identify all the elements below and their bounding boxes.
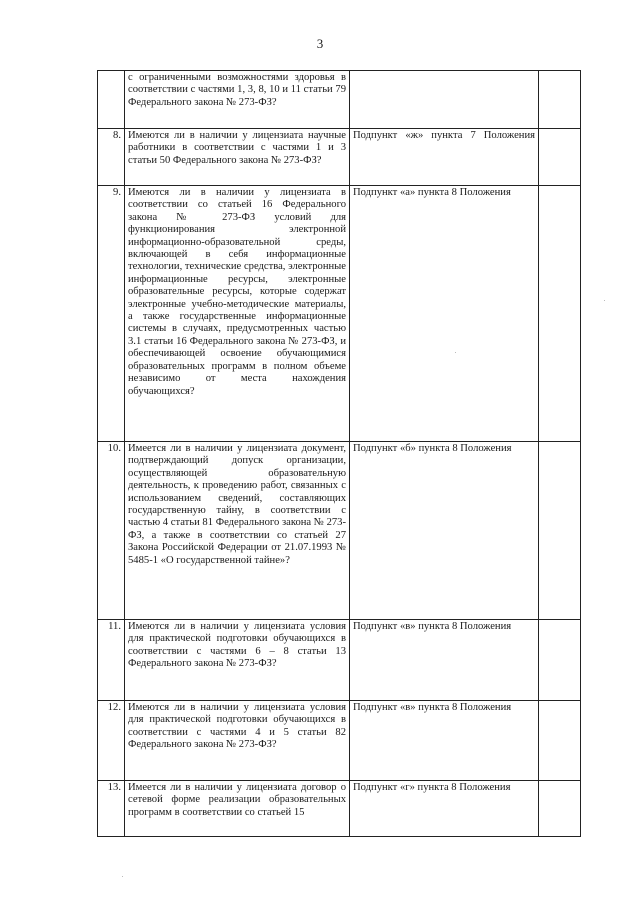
- page-number: 3: [316, 36, 324, 51]
- reference-cell: Подпункт «ж» пункта 7 Положения: [350, 129, 539, 186]
- table-row: [98, 71, 581, 129]
- table-row: [98, 701, 581, 781]
- table-row: [98, 781, 581, 837]
- table-row: [98, 129, 581, 186]
- table-row: [98, 186, 581, 442]
- question-cell: Имеется ли в наличии у лицензиата договор о сетевой форме реализации образовательных программ в соответствии со статьей 15: [125, 781, 350, 837]
- scan-speck: [604, 300, 605, 301]
- reference-cell: Подпункт «б» пункта 8 Положения: [350, 442, 539, 620]
- reference-cell: [350, 71, 539, 129]
- question-cell: Имеются ли в наличии у лицензиата научные работники в соответствии с частями 1 и 3 статьи 50 Федерального закона № 273-ФЗ?: [125, 129, 350, 186]
- answer-cell[interactable]: [539, 186, 581, 442]
- answer-cell[interactable]: [539, 129, 581, 186]
- question-cell: Имеются ли в наличии у лицензиата условия для практической подготовки обучающихся в соответствии с частями 6 – 8 статьи 13 Федерального закона № 273-ФЗ?: [125, 620, 350, 701]
- answer-cell[interactable]: [539, 701, 581, 781]
- scan-speck: [122, 876, 123, 877]
- reference-cell: Подпункт «г» пункта 8 Положения: [350, 781, 539, 837]
- scan-speck: [455, 352, 456, 353]
- row-number: 12.: [98, 701, 125, 781]
- reference-cell: Подпункт «а» пункта 8 Положения: [350, 186, 539, 442]
- answer-cell[interactable]: [539, 442, 581, 620]
- question-cell: Имеется ли в наличии у лицензиата документ, подтверждающий допуск организации, осуществляющей образовательную деятельность, к проведению работ, связанных с использованием сведений, составляющих государственную тайну, в соответствии с частью 4 статьи 81 Федерального закона № 273-ФЗ, а также в соответствии со статьей 27 Закона Российской Федерации от 21.07.1993 № 5485-1 «О государственной тайне»?: [125, 442, 350, 620]
- row-number: 13.: [98, 781, 125, 837]
- reference-cell: Подпункт «в» пункта 8 Положения: [350, 701, 539, 781]
- table-row: [98, 442, 581, 620]
- row-number: 9.: [98, 186, 125, 442]
- row-number: 8.: [98, 129, 125, 186]
- question-cell: Имеются ли в наличии у лицензиата в соответствии со статьей 16 Федерального закона № 273-ФЗ условий для функционирования электронной информационно-образовательной среды, включающей в себя информационные технологии, технические средства, электронные информационные ресурсы, электронные образовательные ресурсы, которые содержат электронные учебно-методические материалы, а также государственные информационные системы в случаях, предусмотренных частью 3.1 статьи 16 Федерального закона № 273-ФЗ, и обеспечивающей освоение обучающимися образовательных программ в полном объеме независимо от места нахождения обучающихся?: [125, 186, 350, 442]
- answer-cell[interactable]: [539, 620, 581, 701]
- answer-cell[interactable]: [539, 781, 581, 837]
- answer-cell[interactable]: [539, 71, 581, 129]
- question-cell: с ограниченными возможностями здоровья в соответствии с частями 1, 3, 8, 10 и 11 статьи 79 Федерального закона № 273-ФЗ?: [125, 71, 350, 129]
- question-cell: Имеются ли в наличии у лицензиата условия для практической подготовки обучающихся в соответствии с частями 4 и 5 статьи 82 Федерального закона № 273-ФЗ?: [125, 701, 350, 781]
- row-number: 10.: [98, 442, 125, 620]
- table-row: [98, 620, 581, 701]
- checklist-table: [97, 70, 581, 837]
- row-number: [98, 71, 125, 129]
- reference-cell: Подпункт «в» пункта 8 Положения: [350, 620, 539, 701]
- row-number: 11.: [98, 620, 125, 701]
